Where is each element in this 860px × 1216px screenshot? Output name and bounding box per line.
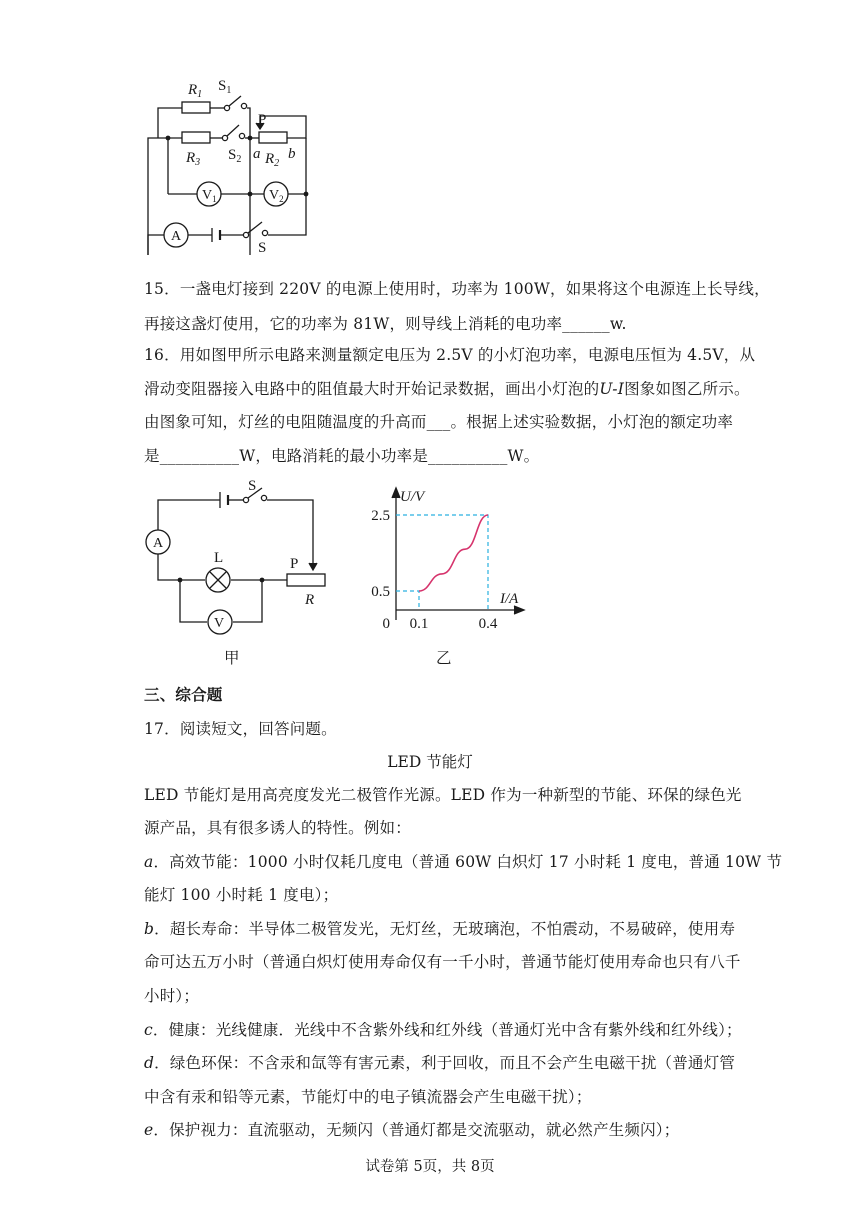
svg-text:S2: $S_2$ bbox=[228, 147, 242, 165]
item-e-line-1: e．保护视力：直流驱动，无频闪（普通灯都是交流驱动，就必然产生频闪）； bbox=[144, 1121, 680, 1139]
x-tick-label: 0.1 bbox=[409, 616, 429, 632]
svg-text:S: S bbox=[258, 240, 267, 255]
guide-line-start bbox=[396, 591, 419, 610]
item-d-line-1: d．绿色环保：不含汞和氙等有害元素，利于回收，而且不会产生电磁干扰（普通灯管 bbox=[144, 1054, 736, 1072]
svg-text:V: V bbox=[214, 616, 225, 631]
u-i-curve bbox=[419, 515, 488, 591]
question-17-intro: 17．阅读短文，回答问题。 bbox=[144, 720, 337, 738]
lamp-icon bbox=[206, 568, 230, 592]
svg-text:R2: $R_2$ bbox=[265, 151, 280, 169]
item-a-line-2: 能灯 100 小时耗 1 度电）； bbox=[144, 886, 339, 904]
article-paragraph-line: LED 节能灯是用高亮度发光二极管作光源。LED 作为一种新型的节能、环保的绿色光 bbox=[144, 786, 742, 804]
x-tick-label: 0.4 bbox=[478, 616, 498, 632]
svg-text:P: P bbox=[290, 556, 299, 572]
question-16-line-4: 是__________W，电路消耗的最小功率是__________W。 bbox=[144, 447, 540, 465]
resistor-r1 bbox=[182, 102, 210, 113]
section-heading: 三、综合题 bbox=[144, 685, 223, 704]
article-title: LED 节能灯 bbox=[387, 753, 473, 771]
guide-line-end bbox=[396, 515, 488, 610]
y-tick-label: 2.5 bbox=[371, 508, 390, 524]
svg-text:V1: $V_1$ bbox=[202, 188, 217, 204]
svg-text:A: A bbox=[171, 229, 182, 244]
svg-text:R3: $R_3$ bbox=[186, 150, 201, 168]
svg-text:I/A: I/A bbox=[500, 591, 519, 607]
item-c-line-1: c．健康：光线健康．光线中不含紫外线和红外线（普通灯光中含有紫外线和红外线）； bbox=[144, 1021, 742, 1039]
svg-text:L: L bbox=[214, 550, 224, 566]
question-16-line-3: 由图象可知，灯丝的电阻随温度的升高而___。根据上述实验数据，小灯泡的额定功率 bbox=[144, 413, 734, 431]
u-i-chart bbox=[360, 478, 560, 668]
svg-text:P: P bbox=[258, 112, 267, 128]
figure-caption-jia: 甲 bbox=[224, 649, 240, 667]
svg-text:S: S bbox=[248, 478, 257, 494]
page-footer: 试卷第 5页，共 8页 bbox=[365, 1159, 495, 1175]
y-tick-label: 0.5 bbox=[371, 584, 390, 600]
svg-text:R: R bbox=[305, 592, 315, 608]
question-15-line-1: 15．一盏电灯接到 220V 的电源上使用时，功率为 100W，如果将这个电源连上长导线， bbox=[144, 280, 770, 298]
resistor-r3 bbox=[182, 132, 210, 143]
item-b-line-2: 命可达五万小时（普通白炽灯使用寿命仅有一千小时，普通节能灯使用寿命也只有八千 bbox=[144, 953, 741, 971]
item-a-line-1: a．高效节能：1000 小时仅耗几度电（普通 60W 白炽灯 17 小时耗 1 度电，普通 10W 节 bbox=[144, 853, 783, 871]
svg-text:0: 0 bbox=[382, 616, 390, 632]
svg-text:V2: $V_2$ bbox=[269, 188, 284, 204]
svg-text:U/V: U/V bbox=[400, 489, 425, 505]
article-paragraph-line: 源产品，具有很多诱人的特性。例如： bbox=[144, 819, 411, 837]
circuit-diagram-jia bbox=[140, 478, 340, 668]
question-15-line-2: 再接这盏灯使用，它的功率为 81W，则导线上消耗的电功率______w. bbox=[144, 315, 627, 333]
svg-text:A: A bbox=[153, 536, 164, 551]
item-d-line-2: 中含有汞和铅等元素，节能灯中的电子镇流器会产生电磁干扰）； bbox=[144, 1088, 592, 1106]
circuit-diagram-top bbox=[140, 70, 330, 255]
svg-text:R1: $R_1$ bbox=[188, 82, 203, 100]
svg-text:b: b bbox=[288, 146, 296, 162]
rheostat-r bbox=[287, 574, 325, 586]
question-16-line-1: 16．用如图甲所示电路来测量额定电压为 2.5V 的小灯泡功率，电源电压恒为 4.5V，从 bbox=[144, 346, 756, 364]
svg-text:a: a bbox=[253, 146, 261, 162]
resistor-r2 bbox=[259, 132, 287, 143]
item-b-line-1: b．超长寿命：半导体二极管发光，无灯丝，无玻璃泡，不怕震动，不易破碎，使用寿 bbox=[144, 920, 736, 938]
figure-caption-yi: 乙 bbox=[436, 649, 452, 667]
item-b-line-3: 小时）； bbox=[144, 987, 200, 1005]
question-16-line-2: 滑动变阻器接入电路中的阻值最大时开始记录数据，画出小灯泡的U-I图象如图乙所示。 bbox=[144, 380, 750, 398]
svg-text:S1: $S_1$ bbox=[218, 78, 232, 96]
